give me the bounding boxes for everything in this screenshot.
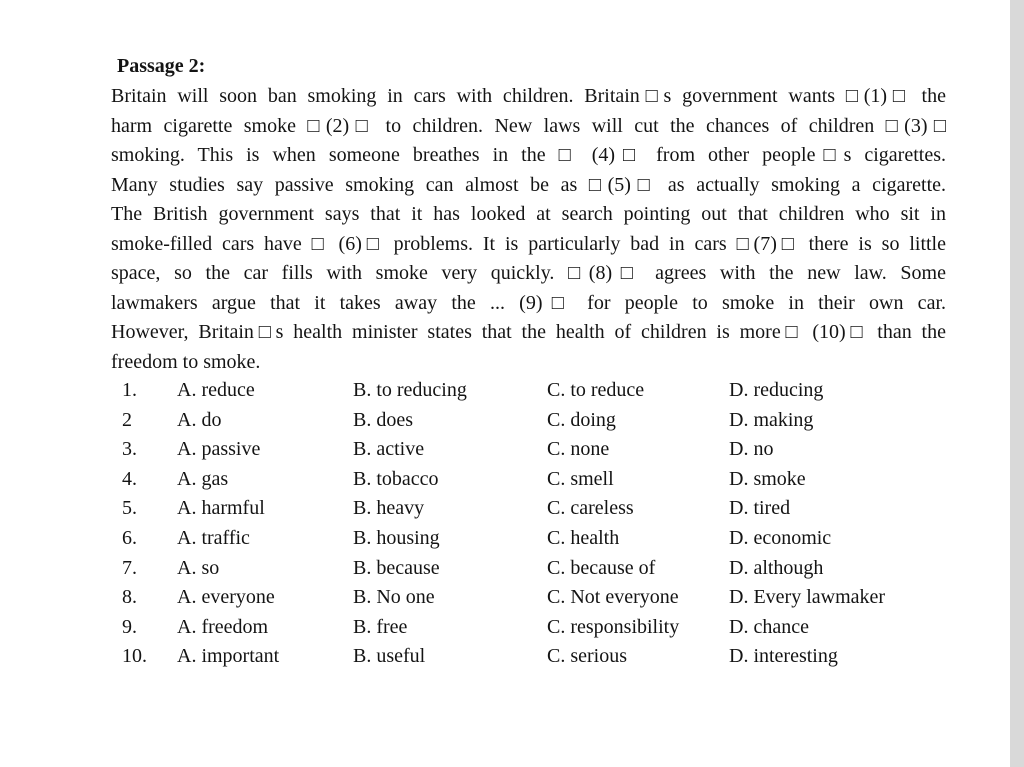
option-a: A. reduce (177, 379, 255, 401)
question-options-list (111, 376, 946, 672)
option-c: C. to reduce (547, 379, 645, 401)
option-d: D. smoke (729, 467, 806, 490)
question-number: 1. (122, 379, 137, 401)
option-d: D. making (729, 408, 814, 431)
option-a: A. important (177, 645, 280, 668)
passage-line: The British government says that it has looked at search pointing out that children who sit in (111, 203, 946, 225)
option-d: D. Every lawmaker (729, 586, 886, 609)
option-a: A. do (177, 408, 222, 431)
option-a: A. freedom (177, 615, 269, 638)
question-row (111, 583, 946, 613)
option-d: D. reducing (729, 379, 824, 401)
option-b: B. does (353, 408, 413, 431)
option-b: B. tobacco (353, 467, 439, 490)
question-row (111, 465, 946, 495)
option-a: A. gas (177, 467, 229, 490)
question-number: 10. (122, 645, 147, 668)
option-b: B. housing (353, 526, 440, 549)
option-a: A. so (177, 556, 220, 579)
option-c: C. serious (547, 645, 627, 668)
option-d: D. interesting (729, 645, 838, 668)
question-row (111, 642, 946, 672)
option-a: A. harmful (177, 497, 265, 520)
question-row (111, 376, 946, 406)
option-d: D. chance (729, 615, 809, 638)
option-b: B. because (353, 556, 440, 579)
option-c: C. doing (547, 408, 616, 431)
question-number: 7. (122, 556, 137, 579)
question-number: 4. (122, 467, 137, 490)
option-c: C. because of (547, 556, 656, 579)
passage-line: lawmakers argue that it takes away the ... (9)□ for people to smoke in their own car. (111, 291, 946, 314)
passage-line: space, so the car fills with smoke very quickly. □(8)□ agrees with the new law. Some (111, 262, 946, 284)
question-number: 8. (122, 586, 137, 609)
option-b: B. No one (353, 586, 435, 609)
question-row (111, 524, 946, 554)
page-edge-divider (1010, 0, 1024, 767)
option-d: D. tired (729, 497, 791, 520)
passage-line: Britain will soon ban smoking in cars with children. Britain□s government wants □(1)□ the (111, 85, 946, 107)
option-c: C. none (547, 438, 610, 461)
passage-line: smoking. This is when someone breathes in the □ (4)□ from other people□s cigarettes. (111, 144, 946, 166)
question-row (111, 494, 946, 524)
option-c: C. Not everyone (547, 586, 679, 609)
option-c: C. smell (547, 467, 614, 490)
option-b: B. active (353, 438, 425, 461)
question-row (111, 613, 946, 643)
passage-text (111, 82, 946, 377)
option-a: A. traffic (177, 526, 250, 549)
option-b: B. free (353, 615, 408, 638)
passage-line: freedom to smoke. (111, 350, 261, 373)
option-b: B. useful (353, 645, 426, 668)
option-d: D. economic (729, 526, 832, 549)
question-number: 2 (122, 408, 132, 431)
passage-line: harm cigarette smoke □(2)□ to children. New laws will cut the chances of children □(3)□ (111, 114, 946, 137)
question-row (111, 406, 946, 436)
question-number: 9. (122, 615, 137, 638)
question-number: 5. (122, 497, 137, 520)
passage-line: Many studies say passive smoking can almost be as □(5)□ as actually smoking a cigarette. (111, 173, 946, 196)
option-c: C. careless (547, 497, 634, 520)
passage-line: However, Britain□s health minister states that the health of children is more□ (10)□ than the (111, 321, 946, 343)
option-d: D. no (729, 438, 774, 461)
question-number: 3. (122, 438, 137, 461)
option-a: A. everyone (177, 586, 275, 609)
passage-line: smoke-filled cars have □ (6)□ problems. It is particularly bad in cars □(7)□ there is so little (111, 232, 946, 255)
option-a: A. passive (177, 438, 261, 461)
question-row (111, 554, 946, 584)
option-c: C. responsibility (547, 615, 680, 638)
option-b: B. heavy (353, 497, 425, 520)
question-row (111, 435, 946, 465)
option-d: D. although (729, 556, 824, 579)
option-c: C. health (547, 526, 620, 549)
option-b: B. to reducing (353, 379, 467, 401)
passage-title: Passage 2: (117, 55, 206, 77)
question-number: 6. (122, 526, 137, 549)
